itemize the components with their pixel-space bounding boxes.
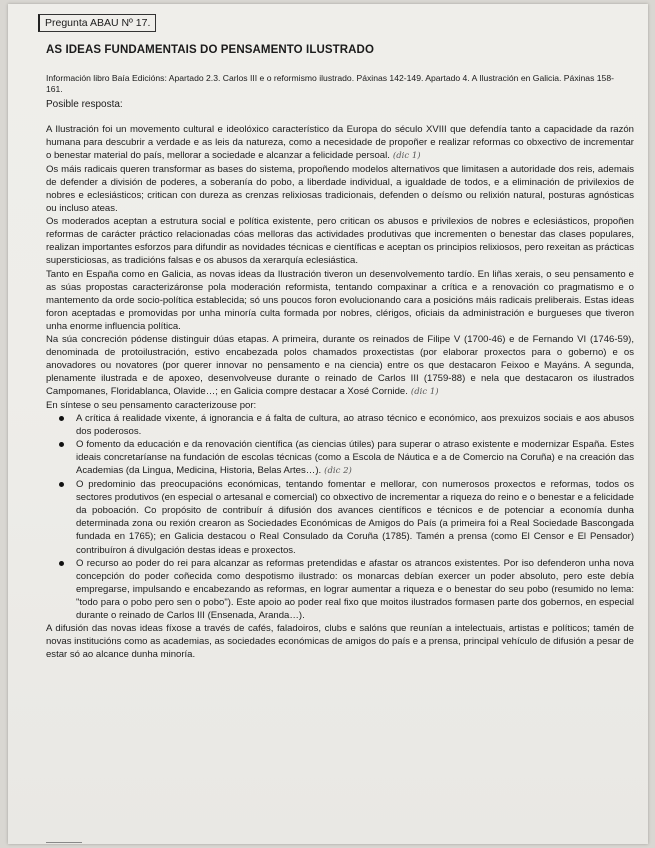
paragraph-moderates: Os moderados aceptan a estrutura social e política existente, pero critican os abusos e privilexios de nobres e eclesiásticos, propoñen reformas de carácter práctico relacionadas cóas melloras das actividades produtivas que incrementen o benestar das clases populares, realizan importantes esforzos para difundir as novidades técnicas e científicas e aceptan os principios relixiosos, pero rexeitan as prácticas supersticiosas, as tradicións falsas e os abusos da xerarquía eclesiástica. xyxy=(46,216,634,267)
paragraph-radicals: Os máis radicais queren transformar as bases do sistema, propoñendo modelos alternativos que limitasen a autoridade dos reis, ademais de defender a división de poderes, a soberanía do pobo, a liberdade individual, a igualdade de todos, e a eliminación de privilexios de nobres e eclesiásticos; critican con dureza as crenzas relixiosas tradicionais, defenden o deísmo ou relixión natural, posturas agnósticas ou incluso ateas. xyxy=(46,164,634,215)
page-title: AS IDEAS FUNDAMENTAIS DO PENSAMENTO ILUSTRADO xyxy=(46,44,375,56)
answer-label: Posible resposta: xyxy=(46,99,123,110)
list-item: O recurso ao poder do rei para alcanzar as reformas pretendidas e afastar os atrancos existentes. Por iso defenderon unha nova concepción do poder coñecida como despotismo ilustrado: os monarcas debían exercer un poder absoluto, pero este debía empregarse, impulsando e encabezando as reformas, en lograr aumentar a riqueza e o benestar do seu pobo (resumido no lema: "todo para o pobo pero sen o pobo"). Este apoio ao poder real fixo que moitos ilustrados formasen parte dos gobernos, en especial durante o reinado de Carlos III (Ensenada, Aranda…). xyxy=(76,557,634,621)
document-page xyxy=(8,4,648,844)
paragraph-stages: Na súa concreción pódense distinguir dúas etapas. A primeira, durante os reinados de Filipe V (1700-46) e de Fernando VI (1746-59), denominada de protoilustración, estivo encabezada polos chamados proxectistas (por elaborar proxectos para o goberno) e os anovadores ou novatores (por querer innovar no pensamento e na ciencia) entre os que destacaron Feixoo e Mayáns. A segunda, plenamente ilustrada e de apoxeo, desenvolveuse durante o reinado de Carlos III (1759-88) e nela que destacaron os ilustrados Campomanes, Floridablanca, Olavide…; en Galicia compre destacar a Xosé Cornide. (dic 1) xyxy=(46,333,634,397)
source-info: Información libro Baía Edicións: Apartado 2.3. Carlos III e o reformismo ilustrado. Páxinas 142-149. Apartado 4. A Ilustración en Galicia. Páxinas 158-161. xyxy=(46,73,614,94)
list-item: O fomento da educación e da renovación científica (as ciencias útiles) para superar o atraso existente e modernizar España. Estes ideais concretaríanse na fundación de escolas técnicas (como a Escola de Náutica e a de Comercio na Coruña) e na creación das Academias (da Lingua, Medicina, Historia, Belas Artes…). (dic 2) xyxy=(76,438,634,478)
paragraph-definition: A Ilustración foi un movemento cultural e ideolóxico característico da Europa do século XVIII que defendía tanto a capacidade da razón humana para descubrir a verdade e as leis da natureza, como a necesidade de propoñer e realizar reformas co obxectivo de incrementar o benestar material do país, mellorar a sociedade e alcanzar a felicidade persoal. (dic 1) xyxy=(46,124,634,162)
handwritten-note: (dic 1) xyxy=(392,151,421,162)
question-tag: Pregunta ABAU Nº 17. xyxy=(38,14,156,32)
paragraph-spain-galicia: Tanto en España como en Galicia, as novas ideas da Ilustración tiveron un desenvolvemento tardío. En liñas xerais, o seu pensamento e as súas propostas caracterizáronse pola moderación reformista, tentando compaxinar a crítica e a renovación co pragmatismo e o mantemento da orde socio-política establecida; só uns poucos foron evolucionando cara a posicións máis radicais preliberais. Estas ideas foron aceptadas e promovidas por unha minoría culta formada por nobres, clérigos, oficiais da administración e burgueses que tiveron unha enorme influencia política. xyxy=(46,268,634,332)
handwritten-note: (dic 1) xyxy=(410,386,439,397)
answer-body xyxy=(46,123,634,661)
handwritten-note: (dic 2) xyxy=(324,466,352,477)
paragraph-synthesis-intro: En síntese o seu pensamento caracterizouse por: xyxy=(46,399,257,411)
footer-divider xyxy=(46,842,82,843)
paragraph-diffusion: A difusión das novas ideas fíxose a través de cafés, faladoiros, clubs e salóns que reunían a intelectuais, artistas e políticos; tamén de novas institucións como as academias, as sociedades económicas de amigos do país e a prensa, principal vehículo de difusión a pesar de estar só ao alcance dunha minoría. xyxy=(46,622,634,660)
list-item: A crítica á realidade vixente, á ignorancia e á falta de cultura, ao atraso técnico e económico, aos prexuizos sociais e aos abusos dos poderosos. xyxy=(76,413,634,438)
synthesis-list xyxy=(46,412,634,622)
list-item: O predominio das preocupacións económicas, tentando fomentar e mellorar, con numerosos proxectos e reformas, todos os sectores produtivos (en especial o artesanal e comercial) co obxectivo de incrementar a riqueza do reino e o benestar e a felicidade da poboación. Co propósito de contribuír á difusión dos avances científicos e técnicos e de potenciar a economía dunha determinada zona ou rexión crearon as Sociedades Económicas de Amigos do País (a primeira foi a Real Sociedade Bascongada fundada en 1765); en Galicia destacou o Real Consulado da Coruña (1785). Tamén a prensa (como El Censor e El Pensador) contribuíron á divulgación destas ideas e proxectos. xyxy=(76,479,634,556)
